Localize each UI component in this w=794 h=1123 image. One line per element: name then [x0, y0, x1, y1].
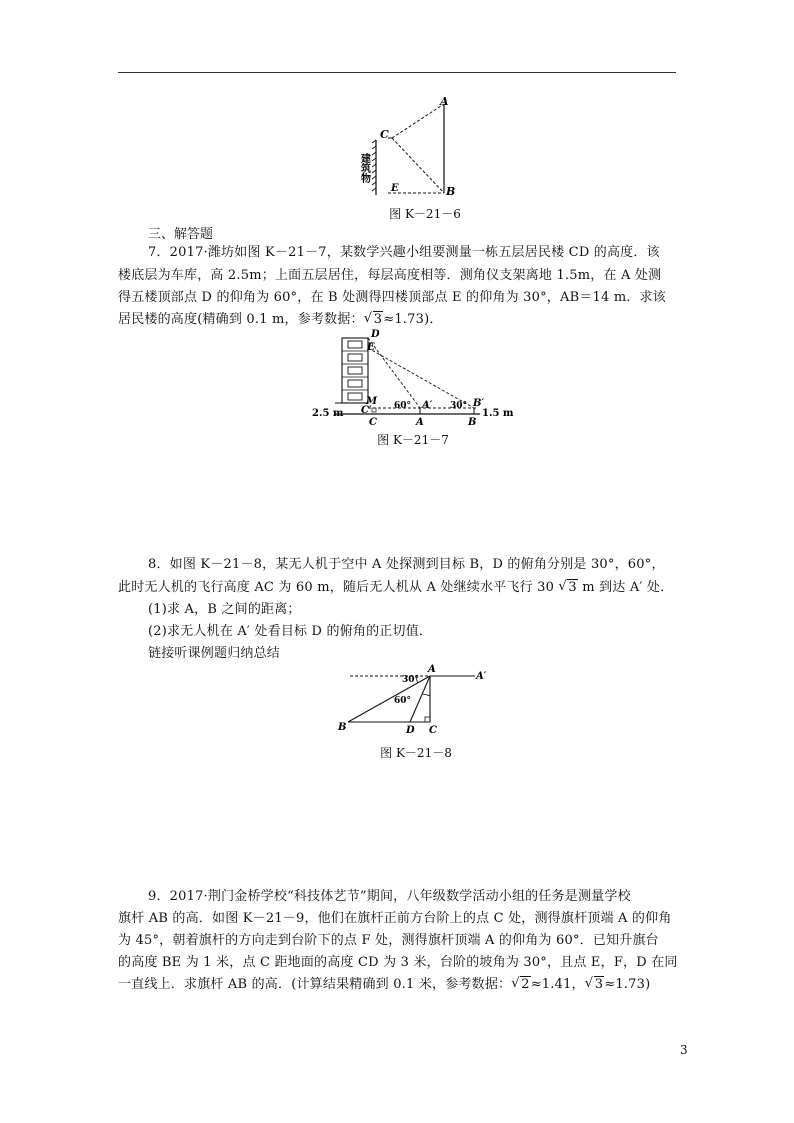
- label-building: 建筑物: [358, 153, 370, 183]
- q7-line3: 得五楼顶部点 D 的仰角为 60°，在 B 处测得四楼顶部点 E 的仰角为 30°，AB＝14 m．求该: [118, 290, 666, 305]
- label-C: C: [380, 128, 389, 141]
- label-C: C: [369, 417, 377, 428]
- q9-line5-b: ≈1.41，: [530, 977, 585, 992]
- q8-line2-b: m 到达 A′ 处．: [582, 580, 674, 595]
- label-60deg: 60°: [394, 696, 412, 706]
- label-30deg: 30°: [450, 401, 468, 411]
- header-rule: [118, 72, 676, 73]
- sqrt-3: √ 3: [585, 974, 604, 996]
- label-D: D: [406, 725, 415, 736]
- section-title: 三、解答题: [148, 227, 214, 242]
- label-C-prime: C′: [361, 405, 372, 416]
- label-A: A: [416, 417, 424, 428]
- q9-line2: 旗杆 AB 的高．如图 K－21－9，他们在旗杆正前方台阶上的点 C 处，测得旗杆顶端 A 的仰角: [118, 911, 672, 926]
- label-1-5m: 1.5 m: [482, 408, 514, 419]
- label-A-prime: A′: [476, 671, 487, 682]
- q9-line4: 的高度 BE 为 1 米，点 C 距地面的高度 CD 为 3 米，台阶的坡角为 30°，且点 E，F，D 在同: [118, 955, 678, 970]
- q9-line3: 为 45°，朝着旗杆的方向走到台阶下的点 F 处，测得旗杆顶端 A 的仰角为 60°．已知升旗台: [118, 933, 659, 948]
- label-A: A: [440, 95, 449, 108]
- label-2-5m: 2.5 m: [312, 408, 344, 419]
- q7-line2: 楼底层为车库，高 2.5m；上面五层居住，每层高度相等．测角仪支架离地 1.5m，在 A 处测: [118, 268, 662, 283]
- q8-sub1: (1)求 A，B 之间的距离；: [148, 602, 301, 617]
- label-E: E: [391, 183, 399, 194]
- q9-line5-c: ≈1.73): [604, 977, 651, 992]
- q8-line2: [118, 577, 673, 599]
- sqrt-2: √ 2: [511, 974, 530, 996]
- figure-k21-7: [310, 328, 514, 430]
- label-B-prime: B′: [473, 398, 485, 409]
- q9-line1: 9．2017·荆门金桥学校“科技体艺节”期间，八年级数学活动小组的任务是测量学校: [148, 889, 631, 904]
- q8-link: 链接听课例题归纳总结: [148, 646, 281, 661]
- q8-line1: 8．如图 K－21－8，某无人机于空中 A 处探测到目标 B，D 的俯角分别是 30°，60°，: [148, 557, 665, 572]
- label-C: C: [429, 725, 437, 736]
- q9-line5-a: 一直线上．求旗杆 AB 的高．(计算结果精确到 0.1 米，参考数据：: [118, 977, 512, 992]
- label-A-prime: A′: [422, 400, 433, 411]
- q9-line5: [118, 974, 650, 996]
- caption-k21-8: 图 K－21－8: [380, 746, 452, 760]
- q7-line4-a: 居民楼的高度(精确到 0.1 m，参考数据：: [118, 312, 364, 327]
- figure-k21-6: [360, 95, 470, 205]
- label-30deg: 30°: [402, 675, 420, 685]
- page-number: 3: [680, 1043, 688, 1057]
- q7-line4-b: ≈1.73)．: [383, 312, 443, 327]
- figure-k21-8: [330, 660, 500, 740]
- label-A: A: [428, 664, 436, 675]
- label-B: B: [468, 417, 477, 428]
- label-B: B: [446, 185, 456, 198]
- caption-k21-6: 图 K－21－6: [389, 207, 461, 221]
- label-E: E: [367, 342, 375, 353]
- q8-line2-a: 此时无人机的飞行高度 AC 为 60 m，随后无人机从 A 处继续水平飞行 30: [118, 580, 555, 595]
- label-B: B: [338, 722, 347, 733]
- label-D: D: [371, 329, 380, 340]
- q8-sub2: (2)求无人机在 A′ 处看目标 D 的俯角的正切值．: [148, 624, 433, 639]
- label-60deg: 60°: [394, 401, 412, 411]
- label-M: M: [366, 396, 378, 407]
- sqrt-3: √ 3: [558, 577, 577, 599]
- q7-line1: 7．2017·潍坊如图 K－21－7，某数学兴趣小组要测量一栋五层居民楼 CD 的高度．该: [148, 245, 660, 260]
- caption-k21-7: 图 K－21－7: [377, 433, 449, 447]
- sqrt-3: √ 3: [364, 309, 383, 331]
